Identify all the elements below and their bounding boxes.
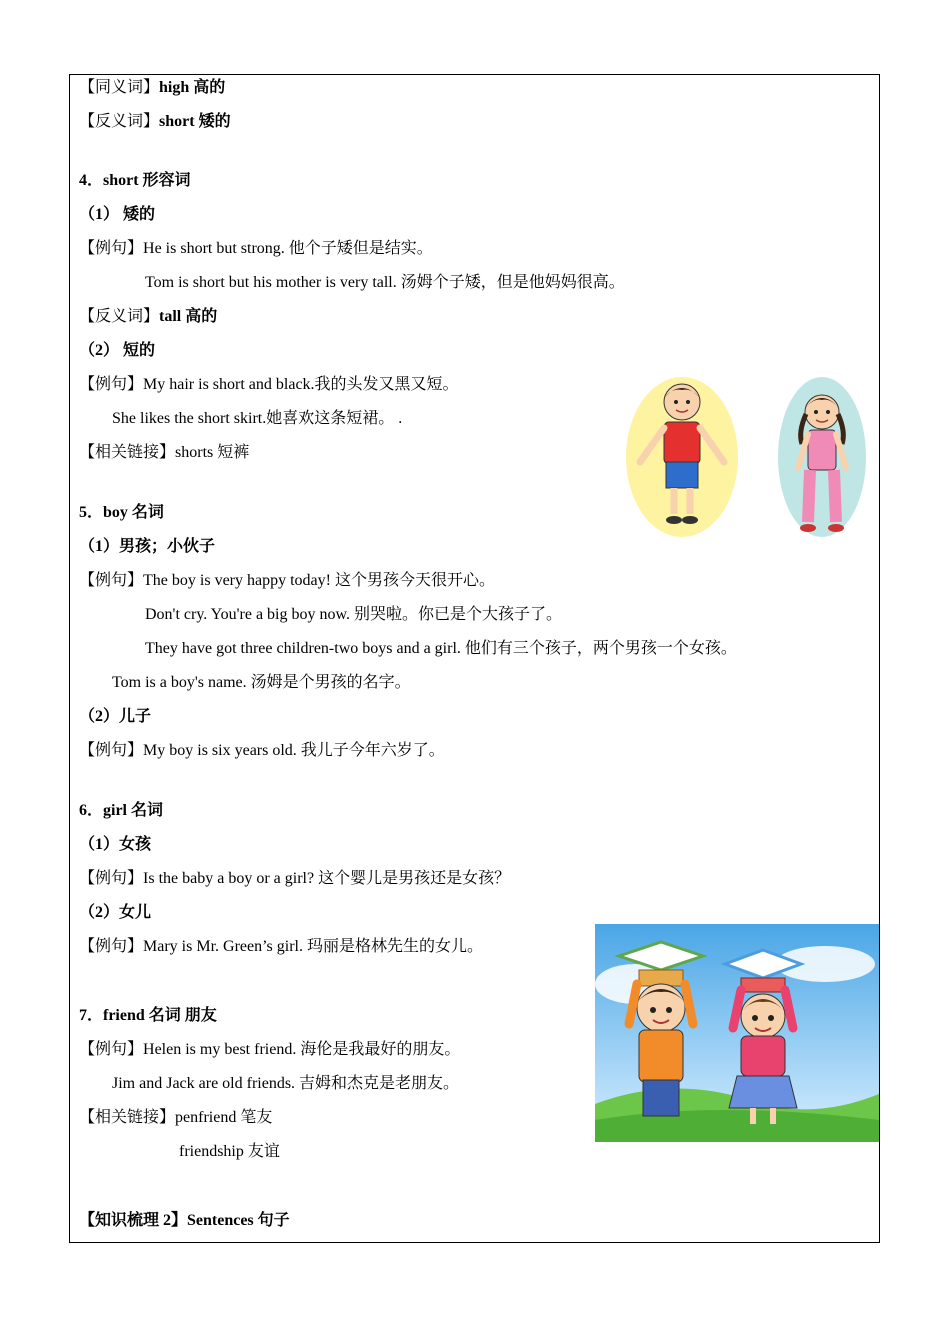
example-line: 【例句】He is short but strong. 他个子矮但是结实。 [79, 240, 433, 257]
related-link-line: 【相关链接】penfriend 笔友 [79, 1109, 273, 1126]
example-line: Tom is a boy's name. 汤姆是个男孩的名字。 [112, 674, 411, 691]
synonym-line: 【同义词】high 高的 [79, 79, 226, 96]
example-line: She likes the short skirt.她喜欢这条短裙。 . [112, 410, 403, 427]
example-line: Don't cry. You're a big boy now. 别哭啦。你已是个大孩子了。 [145, 606, 563, 623]
example-line: 【例句】My hair is short and black.我的头发又黑又短。 [79, 376, 459, 393]
boy-girl-illustration [622, 372, 872, 542]
antonym-line: 【反义词】short 矮的 [79, 113, 231, 130]
section-heading-sentences: 【知识梳理 2】Sentences 句子 [79, 1212, 290, 1229]
example-line: 【例句】The boy is very happy today! 这个男孩今天很开心。 [79, 572, 495, 589]
related-link-line: 【相关链接】shorts 短裤 [79, 444, 250, 461]
heading-boy: 5．boy 名词 [79, 504, 164, 521]
example-line: 【例句】Mary is Mr. Green’s girl. 玛丽是格林先生的女儿。 [79, 938, 483, 955]
example-line: Jim and Jack are old friends. 吉姆和杰克是老朋友。 [112, 1075, 460, 1092]
sense-boy-2: （2）儿子 [79, 708, 152, 725]
example-line: 【例句】Helen is my best friend. 海伦是我最好的朋友。 [79, 1041, 461, 1058]
example-line: They have got three children-two boys and a girl. 他们有三个孩子，两个男孩一个女孩。 [145, 640, 737, 657]
sense-short-2: （2） 短的 [79, 342, 156, 359]
sense-girl-1: （1）女孩 [79, 836, 152, 853]
antonym-line: 【反义词】tall 高的 [79, 308, 218, 325]
heading-girl: 6．girl 名词 [79, 802, 163, 819]
example-line: 【例句】My boy is six years old. 我儿子今年六岁了。 [79, 742, 445, 759]
heading-friend: 7．friend 名词 朋友 [79, 1007, 217, 1024]
example-line: 【例句】Is the baby a boy or a girl? 这个婴儿是男孩还是女孩？ [79, 870, 511, 887]
sense-short-1: （1） 矮的 [79, 206, 156, 223]
heading-short: 4．short 形容词 [79, 172, 191, 189]
example-line: Tom is short but his mother is very tall. 汤姆个子矮，但是他妈妈很高。 [145, 274, 625, 291]
sense-boy-1: （1）男孩；小伙子 [79, 538, 216, 555]
children-books-illustration [595, 924, 879, 1142]
sense-girl-2: （2）女儿 [79, 904, 152, 921]
related-link-line: friendship 友谊 [179, 1143, 280, 1160]
